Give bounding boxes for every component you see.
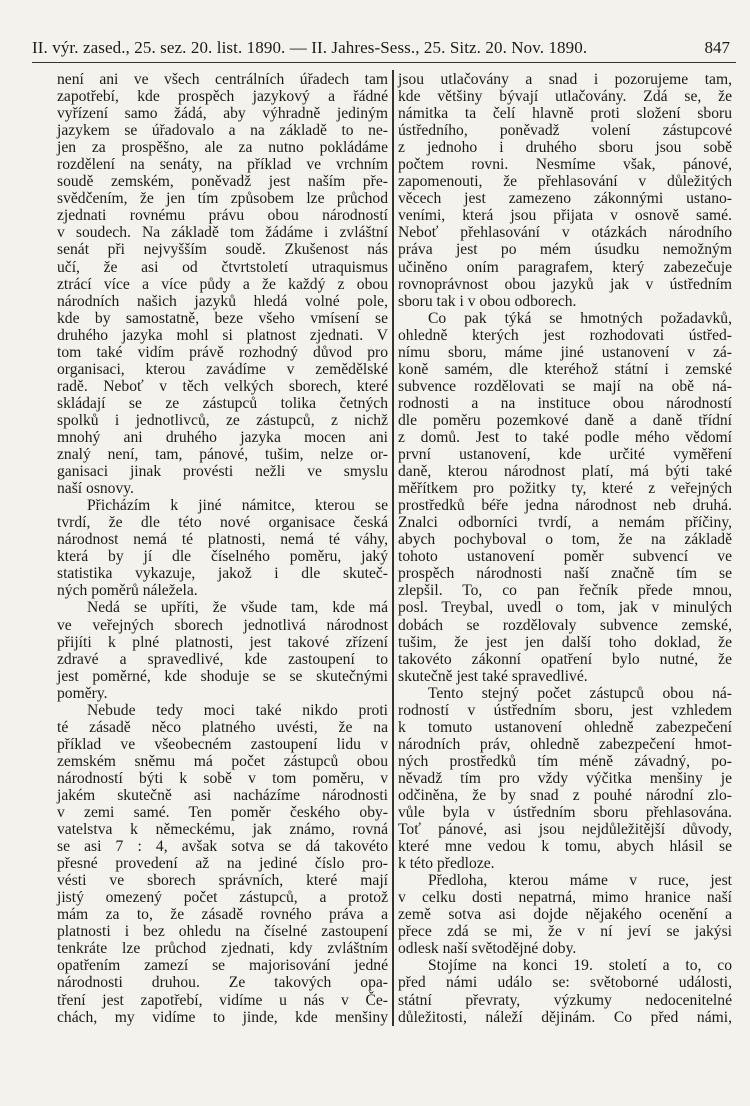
text-line: tohoto ustanovení poměr subvencí ve — [398, 548, 732, 566]
text-line: k tomuto ustanovení ohledně zabezpečení — [398, 718, 732, 736]
text-line: dle poměru pozemkové daně a daně třídní — [398, 411, 732, 429]
text-line: tření jest zapotřebí, vidíme u nás v Če- — [57, 991, 388, 1009]
text-line: opatřením zamezí se majorisování jedné — [57, 957, 388, 975]
text-line: se asi 7 : 4, avšak sotva se dá takovéto — [57, 838, 388, 856]
paragraph — [57, 599, 388, 701]
text-line: rodnosti a na instituce obou národností — [398, 394, 732, 412]
text-line: národnosti druhou. Ze takových opa- — [57, 974, 388, 992]
text-line: rozdělení na senáty, na příklad ve vrchním — [57, 156, 388, 174]
text-line: nímu sboru, máme jiné ustanovení v zá- — [398, 343, 732, 361]
text-line: skutečně jest také spravedlivé. — [398, 667, 588, 685]
text-line: Předloha, kterou máme v ruce, jest — [428, 872, 732, 890]
text-line: z jednoho i druhého sboru jsou sobě — [398, 139, 732, 157]
text-line: přesné provedení až na jediné číslo pro- — [57, 855, 388, 873]
right-column — [398, 71, 732, 1026]
text-line: soudě zemském, poněvadž jest naším pře- — [57, 173, 388, 191]
text-line: zemském sněmu má počet zástupců obou — [57, 752, 388, 770]
text-line: veními, která jsou přijata v osnově samé. — [398, 207, 732, 225]
text-line: tenkráte lze průchod zjednati, kdy zvláštním — [57, 940, 388, 958]
text-line: sboru tak i v obou odborech. — [398, 292, 577, 310]
text-line: první ustanovení, kde určité vyměření — [398, 446, 732, 464]
text-line: ganisaci jinak provésti nežli ve smyslu — [57, 463, 388, 481]
text-line: rodností v ústředním sboru, jest vzhledem — [398, 701, 732, 719]
text-line: počtem rovni. Nesmíme však, pánové, — [398, 156, 732, 174]
text-line: koně samém, dle kteréhož státní i zemské — [398, 360, 732, 378]
text-line: vyřízení samo žádá, aby výhradně jediným — [57, 105, 388, 123]
text-line: Nedá se upříti, že všude tam, kde má — [87, 599, 388, 617]
text-line: odlesk naší světodějné doby. — [398, 940, 577, 958]
text-line: spolků i jednotlivců, ze zástupců, z nichž — [57, 411, 388, 429]
text-line: statistika vykazuje, jakož i dle skuteč- — [57, 565, 388, 583]
text-line: ných poměrů náležela. — [57, 582, 198, 600]
text-line: vésti ve sborech správních, které mají — [57, 872, 388, 890]
text-line: která by jí dle číselného poměru, jaký — [57, 548, 388, 566]
text-line: platnosti i bez ohledu na číselné zastoupení — [57, 923, 388, 941]
text-line: měřítkem pro požitky ty, které z veřejných — [398, 480, 732, 498]
text-line: zlepšil. To, co pan řečník přede mnou, — [398, 582, 732, 600]
text-line: ústředního, poněvadž volení zástupcové — [398, 122, 732, 140]
paragraph — [398, 685, 732, 873]
text-line: Co pak týká se hmotných požadavků, — [428, 309, 732, 327]
text-line: věcech jest zamezeno zákonnými ustano- — [398, 190, 732, 208]
text-line: tvrdí, že dle této nové organisace česká — [57, 514, 388, 532]
text-line: přijíti k plné platnosti, jest takové zřízení — [57, 633, 388, 651]
text-line: jistý omezený počet zástupců, a protož — [57, 889, 388, 907]
text-line: důležitosti, náleží dějinám. Co před námi, — [398, 1008, 732, 1026]
text-line: radě. Neboť v těch velkých sborech, které — [57, 377, 388, 395]
text-line: druhého jazyka mohl si platnost zjednati. V — [57, 326, 388, 344]
text-line: tušim, že jest jen další toho doklad, že — [398, 633, 732, 651]
text-line: takovéto zákonní opatření bylo nutné, že — [398, 650, 732, 668]
text-line: Neboť přehlasování v otázkách národního — [398, 224, 732, 242]
text-line: mnohý ani druhého jazyka mocen ani — [57, 428, 388, 446]
text-line: ve veřejných sborech jednotlivá národnost — [57, 616, 388, 634]
text-line: ztrácí více a více půdy a že každý z obou — [57, 275, 388, 293]
text-line: daně, kterou národnost platí, má býti také — [398, 463, 732, 481]
text-line: není ani ve všech centrálních úřadech tam — [57, 71, 388, 88]
text-line: Toť pánové, asi jsou nejdůležitější důvody, — [398, 821, 732, 839]
text-line: vůle byla v ústředním sboru přehlasována. — [398, 804, 732, 822]
text-line: ohledně kterých jest rozhodovati ústřed- — [398, 326, 732, 344]
text-line: ných prostředků tím méně závadný, po- — [398, 752, 732, 770]
text-line: Nebude tedy moci také nikdo proti — [87, 701, 388, 719]
text-line: které mne vedou k tomu, abych hlásil se — [398, 838, 732, 856]
text-line: abych pochyboval o tom, že na základě — [398, 531, 732, 549]
text-line: námitka ta čelí hlavně proti složení sboru — [398, 105, 732, 123]
text-line: jest poměrné, kde shoduje se se skutečnými — [57, 667, 388, 685]
text-line: před námi událo se: světoborné události, — [398, 974, 732, 992]
text-line: svědčením, že jen tím způsobem lze průchod — [57, 190, 388, 208]
text-line: v zemi samé. Ten poměr českého oby- — [57, 804, 388, 822]
text-line: prostředků béře jedna národnost neb druhá. — [398, 497, 732, 515]
text-line: k této předloze. — [398, 855, 495, 873]
text-line: zapotřebí, kde prospěch jazykový a řádné — [57, 88, 388, 106]
text-line: naší osnovy. — [57, 480, 134, 498]
text-line: mám za to, že zásadě rovného práva a — [57, 906, 388, 924]
text-line: vatelstva k německému, jak známo, rovná — [57, 821, 388, 839]
text-line: národností býti k sobě v tom poměru, v — [57, 769, 388, 787]
text-line: organisaci, kterou zavádíme v zemědělské — [57, 360, 388, 378]
column-divider — [392, 70, 394, 1026]
text-line: v celku dosti nepatrná, mimo hranice naší — [398, 889, 732, 907]
left-column — [57, 71, 388, 1026]
text-line: jakém skutečně asi nacházíme národnosti — [57, 786, 388, 804]
paragraph — [57, 702, 388, 1026]
text-line: příklad ve všeobecném zastoupení lidu v — [57, 735, 388, 753]
text-line: subvence rozdělovati se mají na obě ná- — [398, 377, 732, 395]
paragraph — [398, 872, 732, 957]
header-title: II. výr. zased., 25. sez. 20. list. 1890. — II. Jahres-Sess., 25. Sitz. 20. Nov. 1890. — [32, 38, 588, 57]
text-line: Tento stejný počet zástupců obou ná- — [428, 684, 732, 702]
text-line: skládají se ze zástupců tolika četných — [57, 394, 388, 412]
paragraph — [398, 957, 732, 1025]
text-line: národních práv, ohledně zabezpečení hmot- — [398, 735, 732, 753]
text-line: zapomenouti, že přehlasování v důležitých — [398, 173, 732, 191]
text-line: v soudech. Na základě tom žádáme i zvláštní — [57, 224, 388, 242]
text-line: poměry. — [57, 684, 108, 702]
paragraph — [57, 497, 388, 599]
paragraph — [398, 71, 732, 310]
text-line: jsou utlačovány a snad i pozorujeme tam, — [398, 71, 732, 88]
text-line: dobách se rozdělovaly subvence zemské, — [398, 616, 732, 634]
text-line: kde většiny bývají utlačovány. Zdá se, že — [398, 88, 732, 106]
text-line: zjednati rovnému právu obou národností — [57, 207, 388, 225]
text-line: kde by samostatně, beze všeho vmísení se — [57, 309, 388, 327]
text-line: znalý není, tam, pánové, tušim, nelze or- — [57, 446, 388, 464]
text-line: jen za prospěšno, ale za nutno pokládáme — [57, 139, 388, 157]
text-line: státní převraty, výzkumy nedocenitelné — [398, 991, 732, 1009]
text-line: Stojíme na konci 19. století a to, co — [428, 957, 732, 975]
text-line: práva jest po mém úsudku nemožným — [398, 241, 732, 259]
text-line: něvadž tím pro vždy výčitka menšiny je — [398, 769, 732, 787]
text-line: země sotva asi dojde nějakého ocenění a — [398, 906, 732, 924]
text-line: posl. Treybal, uvedl o tom, jak v minulých — [398, 599, 732, 617]
text-line: z domů. Jest to také podle mého vědomí — [398, 428, 732, 446]
page-number: 847 — [704, 38, 730, 57]
text-line: odčiněna, že by snad z pouhé národní zlo- — [398, 786, 732, 804]
text-line: zdravé a spravedlivé, kde zastoupení to — [57, 650, 388, 668]
paragraph — [57, 71, 388, 497]
text-line: Znalci odborníci tvrdí, a nemám příčiny, — [398, 514, 732, 532]
running-header — [32, 36, 736, 63]
text-line: národnost nemá té platnosti, nemá té váhy, — [57, 531, 388, 549]
text-line: jazykem se úřadovalo a na základě to ne- — [57, 122, 388, 140]
text-line: učiněno oním paragrafem, který zabezečuje — [398, 258, 732, 276]
text-line: prospěch národnosti naší značně tím se — [398, 565, 732, 583]
text-line: přece zdá se mi, že v ní jeví se jakýsi — [398, 923, 732, 941]
text-line: rovnoprávnost obou jazyků jak v ústředním — [398, 275, 732, 293]
text-line: národních našich jazyků hledá volné pole, — [57, 292, 388, 310]
text-line: tom také vidím právě rozhodný důvod pro — [57, 343, 388, 361]
paragraph — [398, 310, 732, 685]
text-line: Přicházím k jiné námitce, kterou se — [87, 497, 388, 515]
text-line: té zásadě něco platného uvésti, že na — [57, 718, 388, 736]
text-line: učí, že asi od čtvrtstoletí utraquismus — [57, 258, 388, 276]
text-line: chách, my vidíme to jinde, kde menšiny — [57, 1008, 388, 1026]
text-line: senát při nejvyšším soudě. Zkušenost nás — [57, 241, 388, 259]
